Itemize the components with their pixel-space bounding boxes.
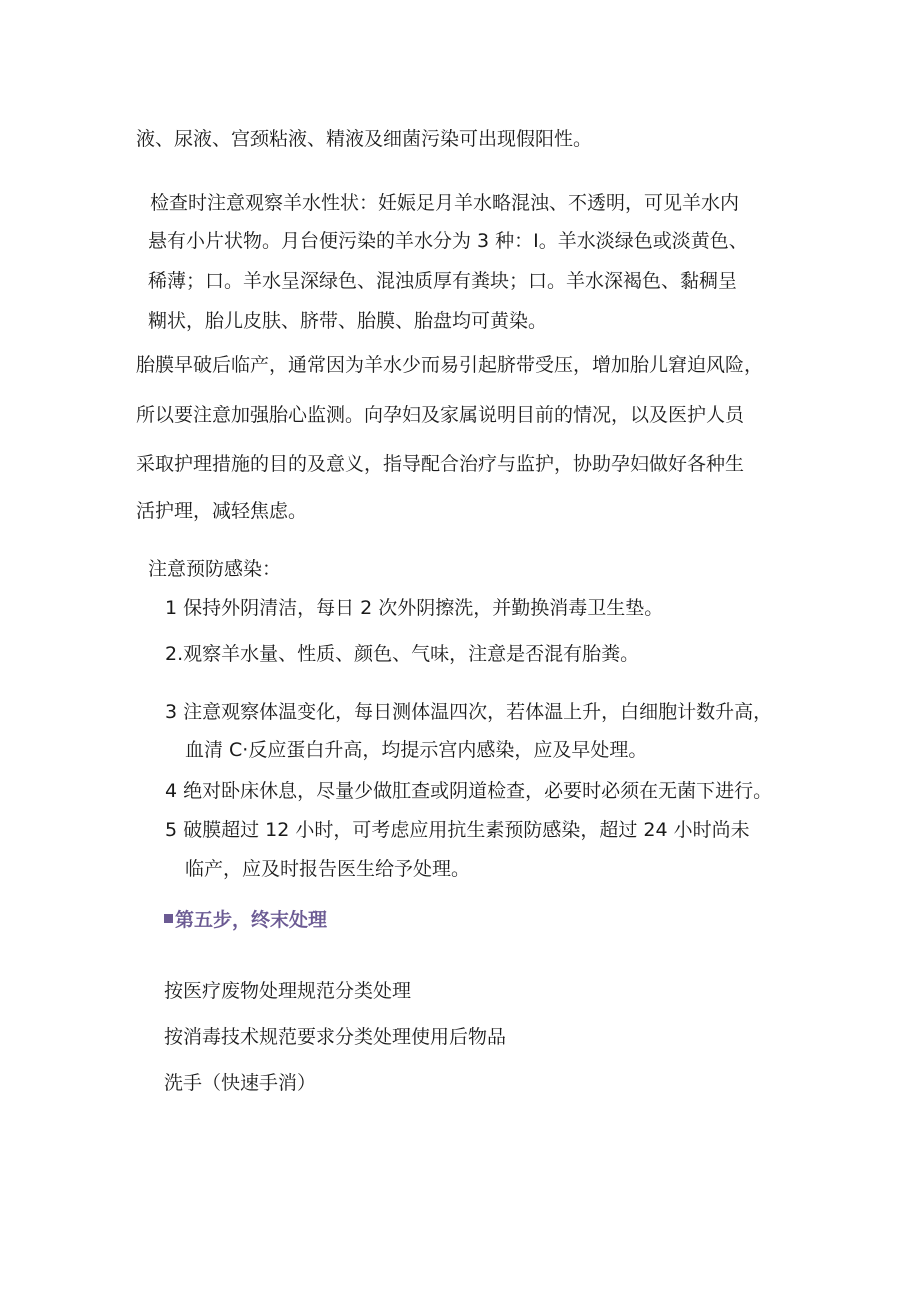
infection-item-3-cont: 血清 C·反应蛋白升高，均提示宫内感染，应及早处理。 xyxy=(185,739,648,761)
step-heading xyxy=(164,911,327,930)
observe-line-4: 糊状，胎儿皮肤、脐带、胎膜、胎盘均可黄染。 xyxy=(148,310,548,332)
infection-item-1: 1 保持外阴清洁，每日 2 次外阴擦洗，并勤换消毒卫生垫。 xyxy=(165,597,664,619)
intro-line: 液、尿液、宫颈粘液、精液及细菌污染可出现假阳性。 xyxy=(136,128,593,150)
step-heading-text: 第五步，终末处理 xyxy=(175,909,328,931)
final-item-3: 洗手（快速手消） xyxy=(164,1072,317,1094)
final-item-1: 按医疗废物处理规范分类处理 xyxy=(164,980,412,1002)
infection-title: 注意预防感染： xyxy=(148,558,282,580)
infection-item-5-cont: 临产，应及时报告医生给予处理。 xyxy=(185,858,471,880)
infection-item-5: 5 破膜超过 12 小时，可考虑应用抗生素预防感染，超过 24 小时尚未 xyxy=(165,819,750,841)
observe-line-2: 悬有小片状物。月台便污染的羊水分为 3 种：I。羊水淡绿色或淡黄色、 xyxy=(148,230,748,252)
care-line-4: 活护理，减轻焦虑。 xyxy=(136,500,308,522)
infection-item-3: 3 注意观察体温变化，每日测体温四次，若体温上升，白细胞计数升高， xyxy=(165,701,773,723)
infection-item-2: 2.观察羊水量、性质、颜色、气味，注意是否混有胎粪。 xyxy=(165,643,640,665)
care-line-1: 胎膜早破后临产，通常因为羊水少而易引起脐带受压，增加胎儿窘迫风险， xyxy=(136,354,764,376)
final-item-2: 按消毒技术规范要求分类处理使用后物品 xyxy=(164,1026,507,1048)
observe-line-1: 检查时注意观察羊水性状：妊娠足月羊水略混浊、不透明，可见羊水内 xyxy=(150,192,740,214)
care-line-3: 采取护理措施的目的及意义，指导配合治疗与监护，协助孕妇做好各种生 xyxy=(136,453,745,475)
observe-line-3: 稀薄；口。羊水呈深绿色、混浊质厚有粪块；口。羊水深褐色、黏稠呈 xyxy=(148,270,738,292)
care-line-2: 所以要注意加强胎心监测。向孕妇及家属说明目前的情况，以及医护人员 xyxy=(136,404,745,426)
infection-item-4: 4 绝对卧床休息，尽量少做肛查或阴道检查，必要时必须在无菌下进行。 xyxy=(165,780,773,802)
square-bullet-icon xyxy=(164,914,173,923)
